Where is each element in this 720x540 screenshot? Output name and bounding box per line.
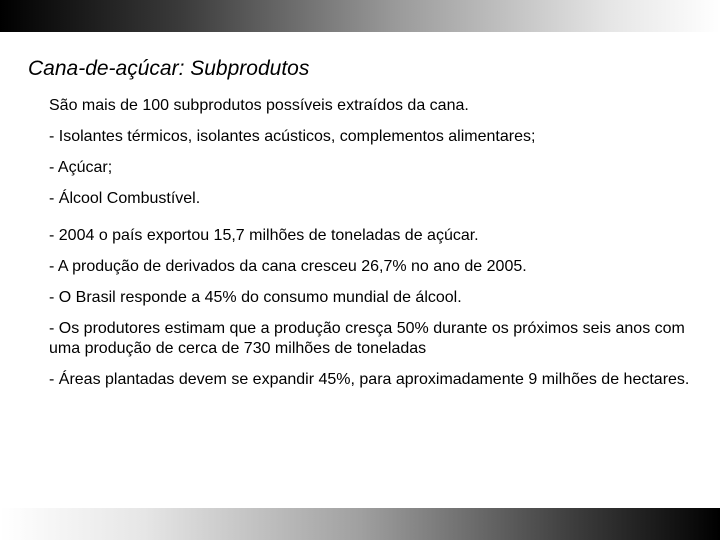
- bullet-item: - Os produtores estimam que a produção cresça 50% durante os próximos seis anos com uma produção de cerca de 730 milhões de toneladas: [49, 320, 685, 357]
- bullet-item: - Açúcar;: [49, 159, 113, 176]
- bullet-item: - Álcool Combustível.: [49, 190, 201, 207]
- slide-title: Cana-de-açúcar: Subprodutos: [28, 57, 310, 80]
- bullet-item: - A produção de derivados da cana cresceu 26,7% no ano de 2005.: [49, 258, 527, 275]
- bullet-item: - Isolantes térmicos, isolantes acústicos, complementos alimentares;: [49, 128, 536, 145]
- bullet-item: - O Brasil responde a 45% do consumo mundial de álcool.: [49, 289, 462, 306]
- bullet-item: - 2004 o país exportou 15,7 milhões de toneladas de açúcar.: [49, 227, 479, 244]
- top-gradient-band: [0, 0, 720, 32]
- bottom-gradient-band: [0, 508, 720, 540]
- bullet-list: [49, 127, 699, 390]
- bullet-item: - Áreas plantadas devem se expandir 45%, para aproximadamente 9 milhões de hectares.: [49, 371, 690, 388]
- intro-text: São mais de 100 subprodutos possíveis extraídos da cana.: [49, 97, 469, 114]
- slide-content: [49, 96, 699, 401]
